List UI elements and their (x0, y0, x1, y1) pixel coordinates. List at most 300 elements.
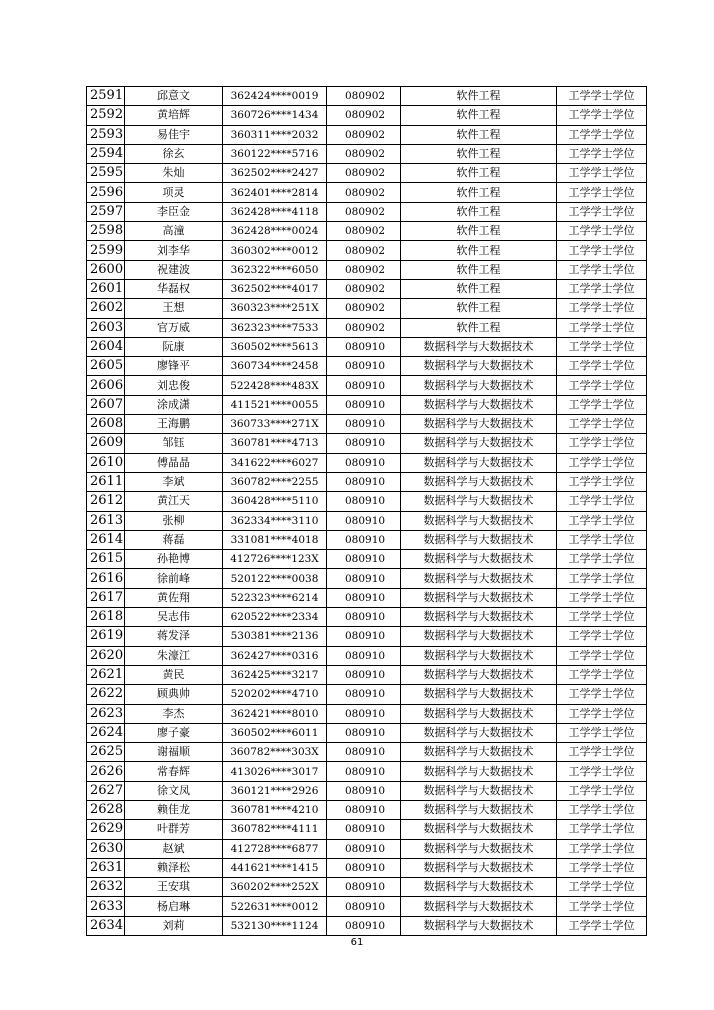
table-row (87, 125, 647, 144)
row-number-cell: 2595 (87, 164, 125, 183)
major-code-cell: 080910 (327, 357, 401, 376)
student-name-cell: 朱灿 (125, 164, 223, 183)
major-code-cell: 080902 (327, 106, 401, 125)
degree-type-cell: 工学学士学位 (557, 279, 647, 298)
row-number-cell: 2600 (87, 260, 125, 279)
table-row (87, 357, 647, 376)
student-name-cell: 邹钰 (125, 434, 223, 453)
table-row (87, 279, 647, 298)
student-name-cell: 黄培辉 (125, 106, 223, 125)
table-row (87, 472, 647, 491)
student-name-cell: 黄民 (125, 665, 223, 684)
major-code-cell: 080902 (327, 144, 401, 163)
student-name-cell: 黄佐翔 (125, 588, 223, 607)
id-number-cell: 360311****2032 (223, 125, 327, 144)
major-name-cell: 数据科学与大数据技术 (401, 762, 557, 781)
major-code-cell: 080902 (327, 318, 401, 337)
degree-type-cell: 工学学士学位 (557, 472, 647, 491)
row-number-cell: 2617 (87, 588, 125, 607)
student-name-cell: 廖子豪 (125, 723, 223, 742)
student-name-cell: 顾典帅 (125, 685, 223, 704)
row-number-cell: 2601 (87, 279, 125, 298)
major-code-cell: 080902 (327, 241, 401, 260)
major-code-cell: 080910 (327, 723, 401, 742)
major-name-cell: 数据科学与大数据技术 (401, 453, 557, 472)
degree-type-cell: 工学学士学位 (557, 337, 647, 356)
id-number-cell: 360782****303X (223, 743, 327, 762)
table-row (87, 781, 647, 800)
student-name-cell: 易佳宇 (125, 125, 223, 144)
major-code-cell: 080910 (327, 337, 401, 356)
table-row (87, 492, 647, 511)
major-code-cell: 080910 (327, 395, 401, 414)
row-number-cell: 2608 (87, 415, 125, 434)
id-number-cell: 620522****2334 (223, 608, 327, 627)
major-code-cell: 080910 (327, 472, 401, 491)
degree-type-cell: 工学学士学位 (557, 839, 647, 858)
degree-roster-table (86, 86, 647, 936)
student-name-cell: 高潼 (125, 222, 223, 241)
id-number-cell: 360428****5110 (223, 492, 327, 511)
major-code-cell: 080910 (327, 762, 401, 781)
student-name-cell: 杨启琳 (125, 897, 223, 916)
degree-type-cell: 工学学士学位 (557, 164, 647, 183)
degree-type-cell: 工学学士学位 (557, 704, 647, 723)
id-number-cell: 522323****6214 (223, 588, 327, 607)
degree-type-cell: 工学学士学位 (557, 376, 647, 395)
id-number-cell: 360502****5613 (223, 337, 327, 356)
major-code-cell: 080910 (327, 511, 401, 530)
degree-type-cell: 工学学士学位 (557, 800, 647, 819)
student-name-cell: 徐前峰 (125, 569, 223, 588)
major-name-cell: 软件工程 (401, 318, 557, 337)
id-number-cell: 412726****123X (223, 550, 327, 569)
table-row (87, 820, 647, 839)
student-name-cell: 刘忠俊 (125, 376, 223, 395)
id-number-cell: 360121****2926 (223, 781, 327, 800)
degree-type-cell: 工学学士学位 (557, 685, 647, 704)
row-number-cell: 2609 (87, 434, 125, 453)
table-row (87, 415, 647, 434)
row-number-cell: 2596 (87, 183, 125, 202)
major-code-cell: 080910 (327, 492, 401, 511)
table-row (87, 87, 647, 106)
degree-type-cell: 工学学士学位 (557, 762, 647, 781)
table-row (87, 685, 647, 704)
table-row (87, 569, 647, 588)
major-name-cell: 数据科学与大数据技术 (401, 608, 557, 627)
table-row (87, 318, 647, 337)
major-name-cell: 软件工程 (401, 260, 557, 279)
major-code-cell: 080902 (327, 164, 401, 183)
degree-type-cell: 工学学士学位 (557, 87, 647, 106)
major-name-cell: 数据科学与大数据技术 (401, 897, 557, 916)
page-number: 61 (350, 937, 364, 948)
id-number-cell: 362424****0019 (223, 87, 327, 106)
row-number-cell: 2633 (87, 897, 125, 916)
row-number-cell: 2626 (87, 762, 125, 781)
major-name-cell: 数据科学与大数据技术 (401, 357, 557, 376)
table-row (87, 337, 647, 356)
student-name-cell: 阮康 (125, 337, 223, 356)
id-number-cell: 362502****2427 (223, 164, 327, 183)
id-number-cell: 360782****4111 (223, 820, 327, 839)
major-name-cell: 数据科学与大数据技术 (401, 492, 557, 511)
table-row (87, 646, 647, 665)
major-name-cell: 数据科学与大数据技术 (401, 800, 557, 819)
degree-type-cell: 工学学士学位 (557, 550, 647, 569)
major-name-cell: 数据科学与大数据技术 (401, 395, 557, 414)
major-code-cell: 080910 (327, 530, 401, 549)
major-name-cell: 软件工程 (401, 299, 557, 318)
row-number-cell: 2602 (87, 299, 125, 318)
major-name-cell: 数据科学与大数据技术 (401, 723, 557, 742)
row-number-cell: 2612 (87, 492, 125, 511)
major-code-cell: 080910 (327, 743, 401, 762)
major-name-cell: 数据科学与大数据技术 (401, 472, 557, 491)
table-row (87, 800, 647, 819)
table-row (87, 839, 647, 858)
row-number-cell: 2613 (87, 511, 125, 530)
table-row (87, 434, 647, 453)
major-code-cell: 080910 (327, 820, 401, 839)
major-code-cell: 080902 (327, 202, 401, 221)
degree-type-cell: 工学学士学位 (557, 820, 647, 839)
row-number-cell: 2630 (87, 839, 125, 858)
row-number-cell: 2591 (87, 87, 125, 106)
degree-type-cell: 工学学士学位 (557, 511, 647, 530)
id-number-cell: 341622****6027 (223, 453, 327, 472)
major-code-cell: 080910 (327, 550, 401, 569)
table-row (87, 878, 647, 897)
major-code-cell: 080910 (327, 665, 401, 684)
degree-type-cell: 工学学士学位 (557, 858, 647, 877)
major-code-cell: 080902 (327, 222, 401, 241)
table-row (87, 858, 647, 877)
student-name-cell: 谢福顺 (125, 743, 223, 762)
major-code-cell: 080910 (327, 415, 401, 434)
table-row (87, 627, 647, 646)
degree-type-cell: 工学学士学位 (557, 530, 647, 549)
major-name-cell: 数据科学与大数据技术 (401, 878, 557, 897)
id-number-cell: 360781****4210 (223, 800, 327, 819)
major-name-cell: 数据科学与大数据技术 (401, 569, 557, 588)
student-name-cell: 孙艳博 (125, 550, 223, 569)
major-code-cell: 080910 (327, 858, 401, 877)
table-row (87, 241, 647, 260)
id-number-cell: 360323****251X (223, 299, 327, 318)
major-name-cell: 数据科学与大数据技术 (401, 685, 557, 704)
id-number-cell: 360781****4713 (223, 434, 327, 453)
major-code-cell: 080910 (327, 704, 401, 723)
major-name-cell: 数据科学与大数据技术 (401, 376, 557, 395)
degree-type-cell: 工学学士学位 (557, 897, 647, 916)
major-code-cell: 080910 (327, 781, 401, 800)
major-name-cell: 软件工程 (401, 241, 557, 260)
table-row (87, 376, 647, 395)
major-name-cell: 数据科学与大数据技术 (401, 434, 557, 453)
major-name-cell: 软件工程 (401, 125, 557, 144)
table-row (87, 144, 647, 163)
id-number-cell: 362322****6050 (223, 260, 327, 279)
student-name-cell: 邱意文 (125, 87, 223, 106)
degree-type-cell: 工学学士学位 (557, 723, 647, 742)
major-name-cell: 数据科学与大数据技术 (401, 511, 557, 530)
major-name-cell: 数据科学与大数据技术 (401, 781, 557, 800)
major-code-cell: 080910 (327, 608, 401, 627)
degree-type-cell: 工学学士学位 (557, 395, 647, 414)
degree-type-cell: 工学学士学位 (557, 878, 647, 897)
id-number-cell: 331081****4018 (223, 530, 327, 549)
id-number-cell: 362428****0024 (223, 222, 327, 241)
row-number-cell: 2603 (87, 318, 125, 337)
row-number-cell: 2605 (87, 357, 125, 376)
major-name-cell: 数据科学与大数据技术 (401, 839, 557, 858)
major-name-cell: 数据科学与大数据技术 (401, 415, 557, 434)
row-number-cell: 2631 (87, 858, 125, 877)
major-name-cell: 数据科学与大数据技术 (401, 337, 557, 356)
student-name-cell: 官万威 (125, 318, 223, 337)
major-name-cell: 数据科学与大数据技术 (401, 665, 557, 684)
student-name-cell: 项灵 (125, 183, 223, 202)
row-number-cell: 2634 (87, 916, 125, 935)
row-number-cell: 2623 (87, 704, 125, 723)
major-code-cell: 080910 (327, 839, 401, 858)
major-name-cell: 软件工程 (401, 87, 557, 106)
degree-type-cell: 工学学士学位 (557, 415, 647, 434)
student-name-cell: 叶群芳 (125, 820, 223, 839)
student-name-cell: 吴志伟 (125, 608, 223, 627)
student-name-cell: 王想 (125, 299, 223, 318)
id-number-cell: 532130****1124 (223, 916, 327, 935)
row-number-cell: 2611 (87, 472, 125, 491)
student-name-cell: 王海鹏 (125, 415, 223, 434)
table-row (87, 183, 647, 202)
major-name-cell: 软件工程 (401, 202, 557, 221)
degree-type-cell: 工学学士学位 (557, 183, 647, 202)
id-number-cell: 360302****0012 (223, 241, 327, 260)
major-name-cell: 数据科学与大数据技术 (401, 530, 557, 549)
row-number-cell: 2624 (87, 723, 125, 742)
id-number-cell: 360734****2458 (223, 357, 327, 376)
id-number-cell: 362421****8010 (223, 704, 327, 723)
table-row (87, 530, 647, 549)
row-number-cell: 2628 (87, 800, 125, 819)
major-name-cell: 数据科学与大数据技术 (401, 627, 557, 646)
major-name-cell: 软件工程 (401, 183, 557, 202)
student-name-cell: 祝建波 (125, 260, 223, 279)
row-number-cell: 2607 (87, 395, 125, 414)
major-code-cell: 080910 (327, 800, 401, 819)
row-number-cell: 2599 (87, 241, 125, 260)
id-number-cell: 360202****252X (223, 878, 327, 897)
degree-type-cell: 工学学士学位 (557, 260, 647, 279)
table-row (87, 260, 647, 279)
row-number-cell: 2629 (87, 820, 125, 839)
degree-type-cell: 工学学士学位 (557, 434, 647, 453)
student-name-cell: 李杰 (125, 704, 223, 723)
major-name-cell: 数据科学与大数据技术 (401, 646, 557, 665)
row-number-cell: 2618 (87, 608, 125, 627)
student-name-cell: 赖佳龙 (125, 800, 223, 819)
student-name-cell: 赵斌 (125, 839, 223, 858)
degree-type-cell: 工学学士学位 (557, 241, 647, 260)
major-code-cell: 080910 (327, 453, 401, 472)
major-code-cell: 080910 (327, 916, 401, 935)
major-name-cell: 数据科学与大数据技术 (401, 588, 557, 607)
student-name-cell: 李臣金 (125, 202, 223, 221)
student-name-cell: 刘莉 (125, 916, 223, 935)
degree-type-cell: 工学学士学位 (557, 588, 647, 607)
major-code-cell: 080910 (327, 376, 401, 395)
student-name-cell: 廖锋平 (125, 357, 223, 376)
id-number-cell: 362502****4017 (223, 279, 327, 298)
id-number-cell: 520122****0038 (223, 569, 327, 588)
table-row (87, 743, 647, 762)
table-row (87, 106, 647, 125)
major-code-cell: 080902 (327, 260, 401, 279)
student-name-cell: 涂成潇 (125, 395, 223, 414)
degree-type-cell: 工学学士学位 (557, 492, 647, 511)
table-row (87, 202, 647, 221)
table-row (87, 395, 647, 414)
major-name-cell: 软件工程 (401, 222, 557, 241)
row-number-cell: 2606 (87, 376, 125, 395)
id-number-cell: 441621****1415 (223, 858, 327, 877)
degree-type-cell: 工学学士学位 (557, 916, 647, 935)
major-code-cell: 080910 (327, 685, 401, 704)
degree-type-cell: 工学学士学位 (557, 357, 647, 376)
major-code-cell: 080910 (327, 588, 401, 607)
student-name-cell: 蒋发泽 (125, 627, 223, 646)
major-name-cell: 软件工程 (401, 106, 557, 125)
degree-type-cell: 工学学士学位 (557, 144, 647, 163)
degree-type-cell: 工学学士学位 (557, 299, 647, 318)
row-number-cell: 2620 (87, 646, 125, 665)
table-row (87, 723, 647, 742)
student-name-cell: 朱濠江 (125, 646, 223, 665)
id-number-cell: 362334****3110 (223, 511, 327, 530)
row-number-cell: 2619 (87, 627, 125, 646)
id-number-cell: 522428****483X (223, 376, 327, 395)
row-number-cell: 2615 (87, 550, 125, 569)
row-number-cell: 2616 (87, 569, 125, 588)
table-row (87, 588, 647, 607)
id-number-cell: 362428****4118 (223, 202, 327, 221)
id-number-cell: 530381****2136 (223, 627, 327, 646)
table-row (87, 665, 647, 684)
table-row (87, 222, 647, 241)
major-name-cell: 软件工程 (401, 164, 557, 183)
degree-type-cell: 工学学士学位 (557, 125, 647, 144)
table-body (87, 87, 647, 936)
major-name-cell: 软件工程 (401, 144, 557, 163)
id-number-cell: 412728****6877 (223, 839, 327, 858)
row-number-cell: 2610 (87, 453, 125, 472)
table-row (87, 762, 647, 781)
id-number-cell: 413026****3017 (223, 762, 327, 781)
id-number-cell: 360726****1434 (223, 106, 327, 125)
id-number-cell: 411521****0055 (223, 395, 327, 414)
student-name-cell: 黄江天 (125, 492, 223, 511)
degree-type-cell: 工学学士学位 (557, 318, 647, 337)
major-code-cell: 080910 (327, 878, 401, 897)
table-row (87, 608, 647, 627)
major-name-cell: 数据科学与大数据技术 (401, 550, 557, 569)
student-name-cell: 刘李华 (125, 241, 223, 260)
major-code-cell: 080910 (327, 569, 401, 588)
table-row (87, 704, 647, 723)
table-row (87, 299, 647, 318)
major-name-cell: 数据科学与大数据技术 (401, 704, 557, 723)
id-number-cell: 520202****4710 (223, 685, 327, 704)
table-row (87, 550, 647, 569)
id-number-cell: 360733****271X (223, 415, 327, 434)
major-code-cell: 080910 (327, 897, 401, 916)
student-name-cell: 常春辉 (125, 762, 223, 781)
major-code-cell: 080910 (327, 627, 401, 646)
id-number-cell: 360782****2255 (223, 472, 327, 491)
student-name-cell: 张柳 (125, 511, 223, 530)
table-row (87, 164, 647, 183)
major-name-cell: 数据科学与大数据技术 (401, 916, 557, 935)
student-name-cell: 徐文凤 (125, 781, 223, 800)
major-code-cell: 080910 (327, 646, 401, 665)
row-number-cell: 2632 (87, 878, 125, 897)
table-row (87, 453, 647, 472)
id-number-cell: 362427****0316 (223, 646, 327, 665)
row-number-cell: 2604 (87, 337, 125, 356)
id-number-cell: 522631****0012 (223, 897, 327, 916)
major-code-cell: 080902 (327, 299, 401, 318)
student-name-cell: 蒋磊 (125, 530, 223, 549)
degree-type-cell: 工学学士学位 (557, 222, 647, 241)
degree-type-cell: 工学学士学位 (557, 608, 647, 627)
id-number-cell: 360122****5716 (223, 144, 327, 163)
row-number-cell: 2592 (87, 106, 125, 125)
student-name-cell: 王安琪 (125, 878, 223, 897)
row-number-cell: 2614 (87, 530, 125, 549)
table-row (87, 511, 647, 530)
degree-type-cell: 工学学士学位 (557, 781, 647, 800)
student-name-cell: 华磊权 (125, 279, 223, 298)
major-name-cell: 数据科学与大数据技术 (401, 820, 557, 839)
id-number-cell: 362425****3217 (223, 665, 327, 684)
major-code-cell: 080902 (327, 183, 401, 202)
degree-type-cell: 工学学士学位 (557, 627, 647, 646)
row-number-cell: 2598 (87, 222, 125, 241)
row-number-cell: 2622 (87, 685, 125, 704)
major-name-cell: 数据科学与大数据技术 (401, 743, 557, 762)
row-number-cell: 2625 (87, 743, 125, 762)
major-code-cell: 080910 (327, 434, 401, 453)
major-code-cell: 080902 (327, 125, 401, 144)
row-number-cell: 2593 (87, 125, 125, 144)
degree-type-cell: 工学学士学位 (557, 569, 647, 588)
degree-type-cell: 工学学士学位 (557, 202, 647, 221)
id-number-cell: 362401****2814 (223, 183, 327, 202)
student-name-cell: 李斌 (125, 472, 223, 491)
major-name-cell: 软件工程 (401, 279, 557, 298)
degree-type-cell: 工学学士学位 (557, 665, 647, 684)
row-number-cell: 2621 (87, 665, 125, 684)
id-number-cell: 360502****6011 (223, 723, 327, 742)
table-row (87, 916, 647, 935)
table-row (87, 897, 647, 916)
row-number-cell: 2627 (87, 781, 125, 800)
degree-type-cell: 工学学士学位 (557, 453, 647, 472)
student-name-cell: 赖泽松 (125, 858, 223, 877)
